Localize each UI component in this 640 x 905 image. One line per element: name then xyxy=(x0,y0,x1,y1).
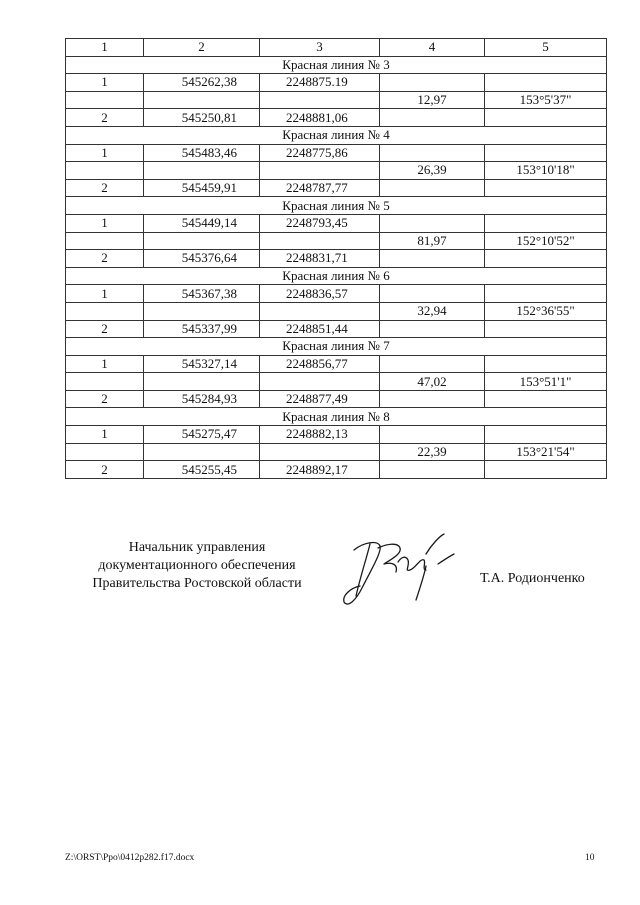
table-row xyxy=(66,390,607,408)
direction-angle-cell xyxy=(485,355,607,373)
section-title-row xyxy=(66,267,607,285)
y-coordinate-cell xyxy=(260,443,380,461)
signer-position xyxy=(62,539,332,593)
red-line-title: Красная линия № 5 xyxy=(66,197,607,215)
point-number-cell xyxy=(66,232,144,250)
table-row xyxy=(66,232,607,250)
point-number-cell xyxy=(66,162,144,180)
length-cell xyxy=(380,426,485,444)
footer-file-path: Z:\ORST\Ppo\0412p282.f17.docx xyxy=(65,853,195,863)
y-coordinate-cell xyxy=(260,91,380,109)
table-row xyxy=(66,426,607,444)
y-coordinate-cell: 2248793,45 xyxy=(260,214,380,232)
red-line-title: Красная линия № 4 xyxy=(66,126,607,144)
position-line: документационного обеспечения xyxy=(98,558,296,573)
length-cell xyxy=(380,250,485,268)
x-coordinate-cell xyxy=(144,162,260,180)
direction-angle-cell xyxy=(485,144,607,162)
length-cell xyxy=(380,355,485,373)
x-coordinate-cell: 545327,14 xyxy=(144,355,260,373)
section-title-row xyxy=(66,56,607,74)
length-cell: 47,02 xyxy=(380,373,485,391)
direction-angle-cell xyxy=(485,285,607,303)
table-row xyxy=(66,214,607,232)
column-header-5: 5 xyxy=(485,39,607,57)
direction-angle-cell: 153°10'18" xyxy=(485,162,607,180)
length-cell xyxy=(380,109,485,127)
x-coordinate-cell: 545275,47 xyxy=(144,426,260,444)
direction-angle-cell xyxy=(485,74,607,92)
table-header-row xyxy=(66,39,607,57)
length-cell: 26,39 xyxy=(380,162,485,180)
x-coordinate-cell: 545337,99 xyxy=(144,320,260,338)
red-line-title: Красная линия № 6 xyxy=(66,267,607,285)
point-number-cell xyxy=(66,373,144,391)
table-row xyxy=(66,250,607,268)
direction-angle-cell xyxy=(485,426,607,444)
section-title-row xyxy=(66,197,607,215)
direction-angle-cell: 152°36'55" xyxy=(485,302,607,320)
y-coordinate-cell: 2248882,13 xyxy=(260,426,380,444)
direction-angle-cell: 153°51'1" xyxy=(485,373,607,391)
direction-angle-cell: 152°10'52" xyxy=(485,232,607,250)
y-coordinate-cell: 2248851,44 xyxy=(260,320,380,338)
length-cell: 32,94 xyxy=(380,302,485,320)
y-coordinate-cell: 2248831,71 xyxy=(260,250,380,268)
table-row xyxy=(66,302,607,320)
position-line: Начальник управления xyxy=(128,540,266,555)
y-coordinate-cell: 2248875.19 xyxy=(260,74,380,92)
table-row xyxy=(66,74,607,92)
y-coordinate-cell: 2248881,06 xyxy=(260,109,380,127)
length-cell xyxy=(380,74,485,92)
point-number-cell: 1 xyxy=(66,144,144,162)
y-coordinate-cell xyxy=(260,162,380,180)
point-number-cell xyxy=(66,443,144,461)
y-coordinate-cell: 2248775,86 xyxy=(260,144,380,162)
direction-angle-cell: 153°21'54" xyxy=(485,443,607,461)
x-coordinate-cell: 545255,45 xyxy=(144,461,260,479)
length-cell xyxy=(380,320,485,338)
column-header-3: 3 xyxy=(260,39,380,57)
length-cell xyxy=(380,179,485,197)
x-coordinate-cell: 545367,38 xyxy=(144,285,260,303)
column-header-2: 2 xyxy=(144,39,260,57)
direction-angle-cell xyxy=(485,109,607,127)
position-line: Правительства Ростовской области xyxy=(92,576,302,591)
length-cell: 12,97 xyxy=(380,91,485,109)
red-line-title: Красная линия № 8 xyxy=(66,408,607,426)
x-coordinate-cell: 545449,14 xyxy=(144,214,260,232)
page-number: 10 xyxy=(585,853,595,863)
y-coordinate-cell xyxy=(260,373,380,391)
point-number-cell: 1 xyxy=(66,74,144,92)
point-number-cell: 2 xyxy=(66,109,144,127)
x-coordinate-cell xyxy=(144,443,260,461)
direction-angle-cell xyxy=(485,320,607,338)
y-coordinate-cell xyxy=(260,302,380,320)
point-number-cell: 2 xyxy=(66,179,144,197)
x-coordinate-cell: 545262,38 xyxy=(144,74,260,92)
point-number-cell xyxy=(66,91,144,109)
signature-block xyxy=(0,530,640,620)
direction-angle-cell xyxy=(485,390,607,408)
x-coordinate-cell: 545284,93 xyxy=(144,390,260,408)
point-number-cell: 2 xyxy=(66,250,144,268)
point-number-cell: 2 xyxy=(66,320,144,338)
table-row xyxy=(66,461,607,479)
point-number-cell: 1 xyxy=(66,285,144,303)
signer-name: Т.А. Родионченко xyxy=(480,571,585,586)
x-coordinate-cell xyxy=(144,302,260,320)
length-cell: 22,39 xyxy=(380,443,485,461)
length-cell xyxy=(380,390,485,408)
red-line-title: Красная линия № 3 xyxy=(66,56,607,74)
table-row xyxy=(66,373,607,391)
length-cell xyxy=(380,214,485,232)
length-cell: 81,97 xyxy=(380,232,485,250)
column-header-4: 4 xyxy=(380,39,485,57)
y-coordinate-cell: 2248787,77 xyxy=(260,179,380,197)
point-number-cell xyxy=(66,302,144,320)
length-cell xyxy=(380,285,485,303)
y-coordinate-cell xyxy=(260,232,380,250)
table-row xyxy=(66,162,607,180)
direction-angle-cell: 153°5'37" xyxy=(485,91,607,109)
table-row xyxy=(66,91,607,109)
section-title-row xyxy=(66,338,607,356)
handwritten-signature xyxy=(340,530,460,614)
y-coordinate-cell: 2248836,57 xyxy=(260,285,380,303)
point-number-cell: 1 xyxy=(66,426,144,444)
y-coordinate-cell: 2248877,49 xyxy=(260,390,380,408)
table-row xyxy=(66,179,607,197)
direction-angle-cell xyxy=(485,179,607,197)
coordinates-table xyxy=(65,38,607,479)
point-number-cell: 1 xyxy=(66,355,144,373)
direction-angle-cell xyxy=(485,250,607,268)
x-coordinate-cell xyxy=(144,373,260,391)
column-header-1: 1 xyxy=(66,39,144,57)
table-row xyxy=(66,109,607,127)
y-coordinate-cell: 2248856,77 xyxy=(260,355,380,373)
section-title-row xyxy=(66,408,607,426)
table-row xyxy=(66,320,607,338)
length-cell xyxy=(380,144,485,162)
section-title-row xyxy=(66,126,607,144)
table-row xyxy=(66,285,607,303)
table-row xyxy=(66,355,607,373)
y-coordinate-cell: 2248892,17 xyxy=(260,461,380,479)
red-line-title: Красная линия № 7 xyxy=(66,338,607,356)
point-number-cell: 1 xyxy=(66,214,144,232)
x-coordinate-cell: 545459,91 xyxy=(144,179,260,197)
length-cell xyxy=(380,461,485,479)
x-coordinate-cell xyxy=(144,91,260,109)
point-number-cell: 2 xyxy=(66,390,144,408)
point-number-cell: 2 xyxy=(66,461,144,479)
direction-angle-cell xyxy=(485,214,607,232)
table-row xyxy=(66,144,607,162)
x-coordinate-cell: 545483,46 xyxy=(144,144,260,162)
x-coordinate-cell: 545250,81 xyxy=(144,109,260,127)
direction-angle-cell xyxy=(485,461,607,479)
x-coordinate-cell xyxy=(144,232,260,250)
x-coordinate-cell: 545376,64 xyxy=(144,250,260,268)
table-row xyxy=(66,443,607,461)
